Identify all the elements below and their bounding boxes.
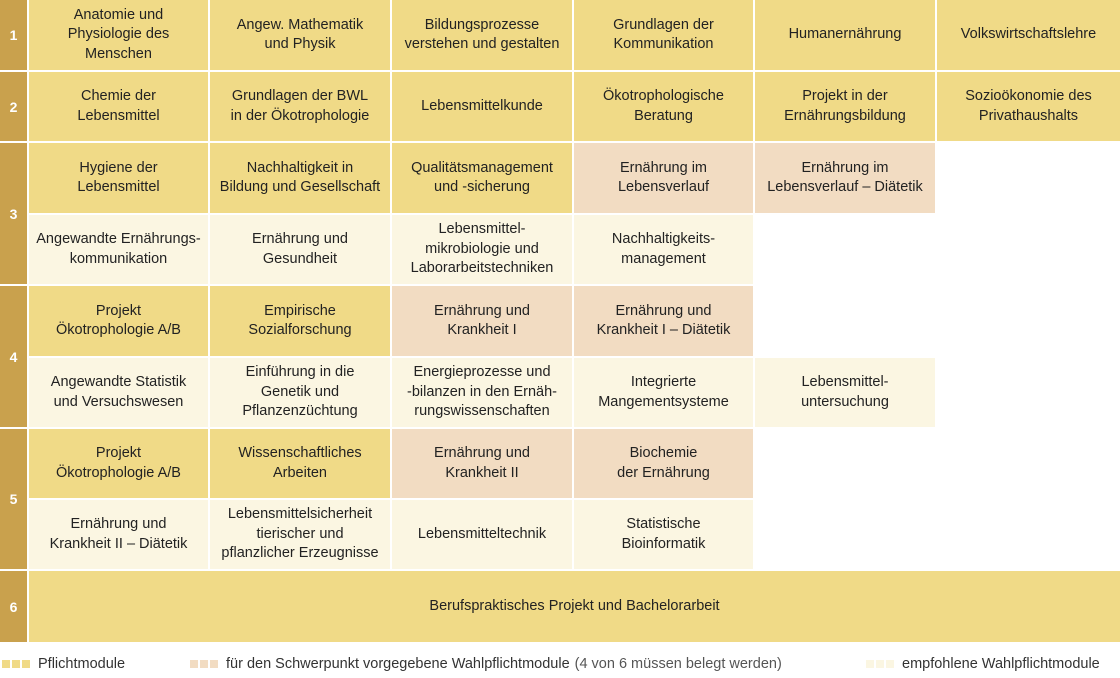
module-cell: Nachhaltigkeit in Bildung und Gesellschaft <box>210 143 390 213</box>
module-cell: Ernährung im Lebensverlauf <box>574 143 753 213</box>
swatch-icon <box>886 660 894 668</box>
module-cell: Einführung in die Genetik und Pflanzenzüchtung <box>210 358 390 427</box>
module-cell: Ernährung und Krankheit II – Diätetik <box>29 500 208 569</box>
swatch-icon <box>190 660 198 668</box>
module-cell: Lebensmittel- untersuchung <box>755 358 935 427</box>
module-cell: Ernährung im Lebensverlauf – Diätetik <box>755 143 935 213</box>
semester-label-4: 4 <box>0 286 27 427</box>
swatch-icon <box>22 660 30 668</box>
module-cell: Qualitätsmanagement und -sicherung <box>392 143 572 213</box>
module-cell: Integrierte Mangementsysteme <box>574 358 753 427</box>
module-cell: Lebensmittelkunde <box>392 72 572 141</box>
semester-label-2: 2 <box>0 72 27 141</box>
swatch-icon <box>876 660 884 668</box>
swatch-icon <box>2 660 10 668</box>
module-cell: Projekt in der Ernährungsbildung <box>755 72 935 141</box>
legend-note: (4 von 6 müssen belegt werden) <box>574 656 782 672</box>
module-cell: Bildungsprozesse verstehen und gestalten <box>392 0 572 70</box>
module-cell: Nachhaltigkeits- management <box>574 215 753 284</box>
semester-label-6: 6 <box>0 571 27 642</box>
module-cell: Statistische Bioinformatik <box>574 500 753 569</box>
module-cell: Volkswirtschaftslehre <box>937 0 1120 70</box>
legend-label: Pflichtmodule <box>38 656 126 672</box>
module-cell: Wissenschaftliches Arbeiten <box>210 429 390 498</box>
module-cell: Lebensmittelsicherheit tierischer und pflanzlicher Erzeugnisse <box>210 500 390 569</box>
semester-label-5: 5 <box>0 429 27 569</box>
module-cell: Humanernährung <box>755 0 935 70</box>
module-cell: Grundlagen der BWL in der Ökotrophologie <box>210 72 390 141</box>
swatch-icon <box>210 660 218 668</box>
module-cell: Angewandte Statistik und Versuchswesen <box>29 358 208 427</box>
module-cell: Projekt Ökotrophologie A/B <box>29 429 208 498</box>
swatch-icon <box>866 660 874 668</box>
module-cell: Ökotrophologische Beratung <box>574 72 753 141</box>
swatch-icon <box>200 660 208 668</box>
module-cell: Energieprozesse und -bilanzen in den Ernäh- rungswissenschaften <box>392 358 572 427</box>
module-cell-bachelor: Berufspraktisches Projekt und Bachelorarbeit <box>29 571 1120 642</box>
module-cell: Lebensmitteltechnik <box>392 500 572 569</box>
legend <box>0 650 1120 678</box>
module-cell: Chemie der Lebensmittel <box>29 72 208 141</box>
module-cell: Projekt Ökotrophologie A/B <box>29 286 208 356</box>
module-cell: Ernährung und Krankheit II <box>392 429 572 498</box>
legend-label: für den Schwerpunkt vorgegebene Wahlpflichtmodule <box>226 656 570 672</box>
module-cell: Empirische Sozialforschung <box>210 286 390 356</box>
swatch-icon <box>12 660 20 668</box>
module-cell: Anatomie und Physiologie des Menschen <box>29 0 208 70</box>
module-cell: Ernährung und Gesundheit <box>210 215 390 284</box>
module-cell: Angew. Mathematik und Physik <box>210 0 390 70</box>
legend-item-empfohlen <box>866 650 1100 678</box>
legend-item-pflicht <box>2 650 125 678</box>
module-cell: Sozioökonomie des Privathaushalts <box>937 72 1120 141</box>
module-cell: Ernährung und Krankheit I – Diätetik <box>574 286 753 356</box>
legend-item-schwerpunkt <box>190 650 782 678</box>
module-cell: Lebensmittel- mikrobiologie und Laborarbeitstechniken <box>392 215 572 284</box>
semester-label-1: 1 <box>0 0 27 70</box>
module-cell: Ernährung und Krankheit I <box>392 286 572 356</box>
module-cell: Angewandte Ernährungs- kommunikation <box>29 215 208 284</box>
module-cell: Biochemie der Ernährung <box>574 429 753 498</box>
module-cell: Grundlagen der Kommunikation <box>574 0 753 70</box>
legend-label: empfohlene Wahlpflichtmodule <box>902 656 1100 672</box>
semester-label-3: 3 <box>0 143 27 284</box>
module-cell: Hygiene der Lebensmittel <box>29 143 208 213</box>
